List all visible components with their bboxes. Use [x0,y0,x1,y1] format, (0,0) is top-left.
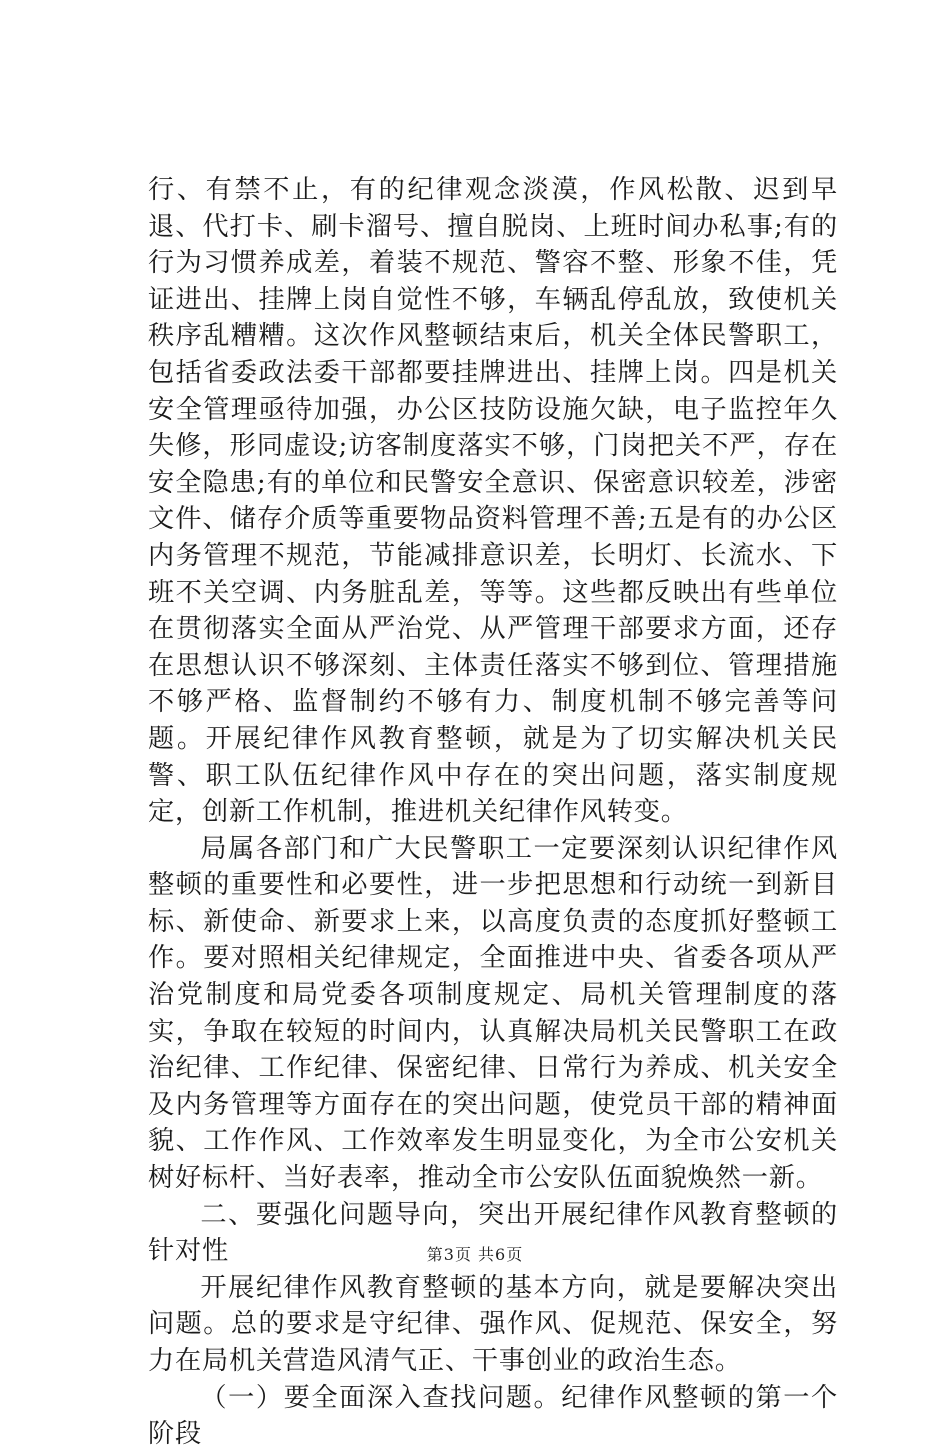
paragraph-continuation: 行、有禁不止，有的纪律观念淡漠，作风松散、迟到早退、代打卡、刷卡溜号、擅自脱岗、上班时间办私事;有的行为习惯养成差，着装不规范、警容不整、形象不佳，凭证进出、挂牌上岗自觉性不够，车辆乱停乱放，致使机关秩序乱糟糟。这次作风整顿结束后，机关全体民警职工，包括省委政法委干部都要挂牌进出、挂牌上岗。四是机关安全管理亟待加强，办公区技防设施欠缺，电子监控年久失修，形同虚设;访客制度落实不够，门岗把关不严，存在安全隐患;有的单位和民警安全意识、保密意识较差，涉密文件、储存介质等重要物品资料管理不善;五是有的办公区内务管理不规范，节能减排意识差，长明灯、长流水、下班不关空调、内务脏乱差，等等。这些都反映出有些单位在贯彻落实全面从严治党、从严管理干部要求方面，还存在思想认识不够深刻、主体责任落实不够到位、管理措施不够严格、监督制约不够有力、制度机制不够完善等问题。开展纪律作风教育整顿，就是为了切实解决机关民警、职工队伍纪律作风中存在的突出问题，落实制度规定，创新工作机制，推进机关纪律作风转变。 [148,175,838,828]
section-heading: 二、要强化问题导向，突出开展纪律作风教育整顿的针对性 [148,1199,838,1267]
page-number-footer: 第3页 共6页 [426,1245,524,1264]
subsection-heading: （一）要全面深入查找问题。纪律作风整顿的第一个阶段 [148,1382,838,1450]
paragraph: 局属各部门和广大民警职工一定要深刻认识纪律作风整顿的重要性和必要性，进一步把思想和行动统一到新目标、新使命、新要求上来，以高度负责的态度抓好整顿工作。要对照相关纪律规定，全面推进中央、省委各项从严治党制度和局党委各项制度规定、局机关管理制度的落实，争取在较短的时间内，认真解决局机关民警职工在政治纪律、工作纪律、保密纪律、日常行为养成、机关安全及内务管理等方面存在的突出问题，使党员干部的精神面貌、工作作风、工作效率发生明显变化，为全市公安机关树好标杆、当好表率，推动全市公安队伍面貌焕然一新。 [148,833,838,1194]
paragraph: 开展纪律作风教育整顿的基本方向，就是要解决突出问题。总的要求是守纪律、强作风、促规范、保安全，努力在局机关营造风清气正、干事创业的政治生态。 [148,1272,838,1376]
